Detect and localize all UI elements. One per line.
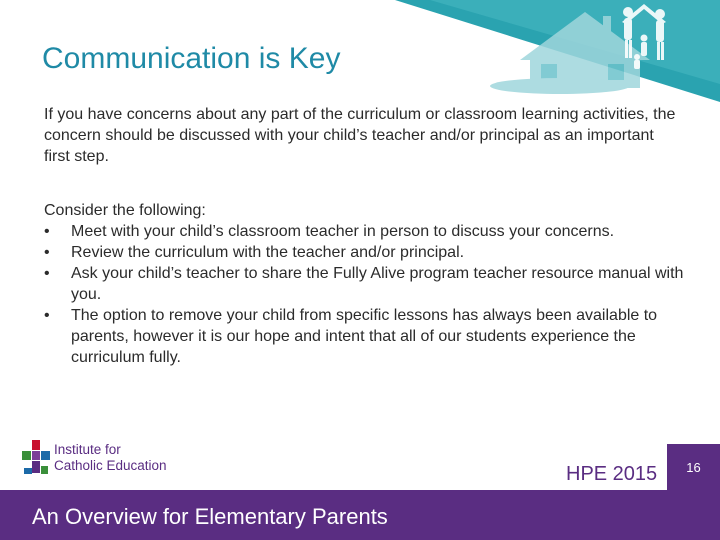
bullet-dot: • (44, 223, 50, 240)
footer-text: An Overview for Elementary Parents (32, 504, 388, 529)
logo-line-1: Institute for (54, 442, 121, 457)
list-item (44, 242, 694, 263)
list-item-text: Review the curriculum with the teacher and/or principal. (71, 244, 465, 261)
bullet-list (44, 221, 694, 368)
list-item (44, 221, 694, 242)
list-item (44, 263, 694, 305)
list-item (44, 305, 694, 368)
course-tag: HPE 2015 (566, 463, 658, 485)
cross-emblem-icon (20, 438, 52, 484)
list-item-text: The option to remove your child from specific lessons has always been available to parents, however it is our hope and intent that all of our students experience the curriculum fully. (71, 307, 658, 366)
list-item-text: Ask your child’s teacher to share the Fully Alive program teacher resource manual with you. (71, 265, 684, 303)
footer-bar (0, 490, 720, 540)
intro-paragraph: If you have concerns about any part of the curriculum or classroom learning activities, the concern should be discussed with your child’s teacher and/or principal as an important first step. (44, 106, 676, 165)
list-item-text: Meet with your child’s classroom teacher in person to discuss your concerns. (71, 223, 615, 240)
bullet-dot: • (44, 244, 50, 261)
logo-line-2: Catholic Education (54, 458, 167, 473)
institute-logo (20, 436, 200, 486)
consider-label: Consider the following: (44, 202, 206, 219)
bullet-dot: • (44, 307, 50, 324)
logo-text (54, 442, 167, 474)
bullet-dot: • (44, 265, 50, 282)
page-number: 16 (667, 444, 720, 490)
consider-section (44, 200, 694, 368)
slide-title: Communication is Key (42, 42, 341, 75)
